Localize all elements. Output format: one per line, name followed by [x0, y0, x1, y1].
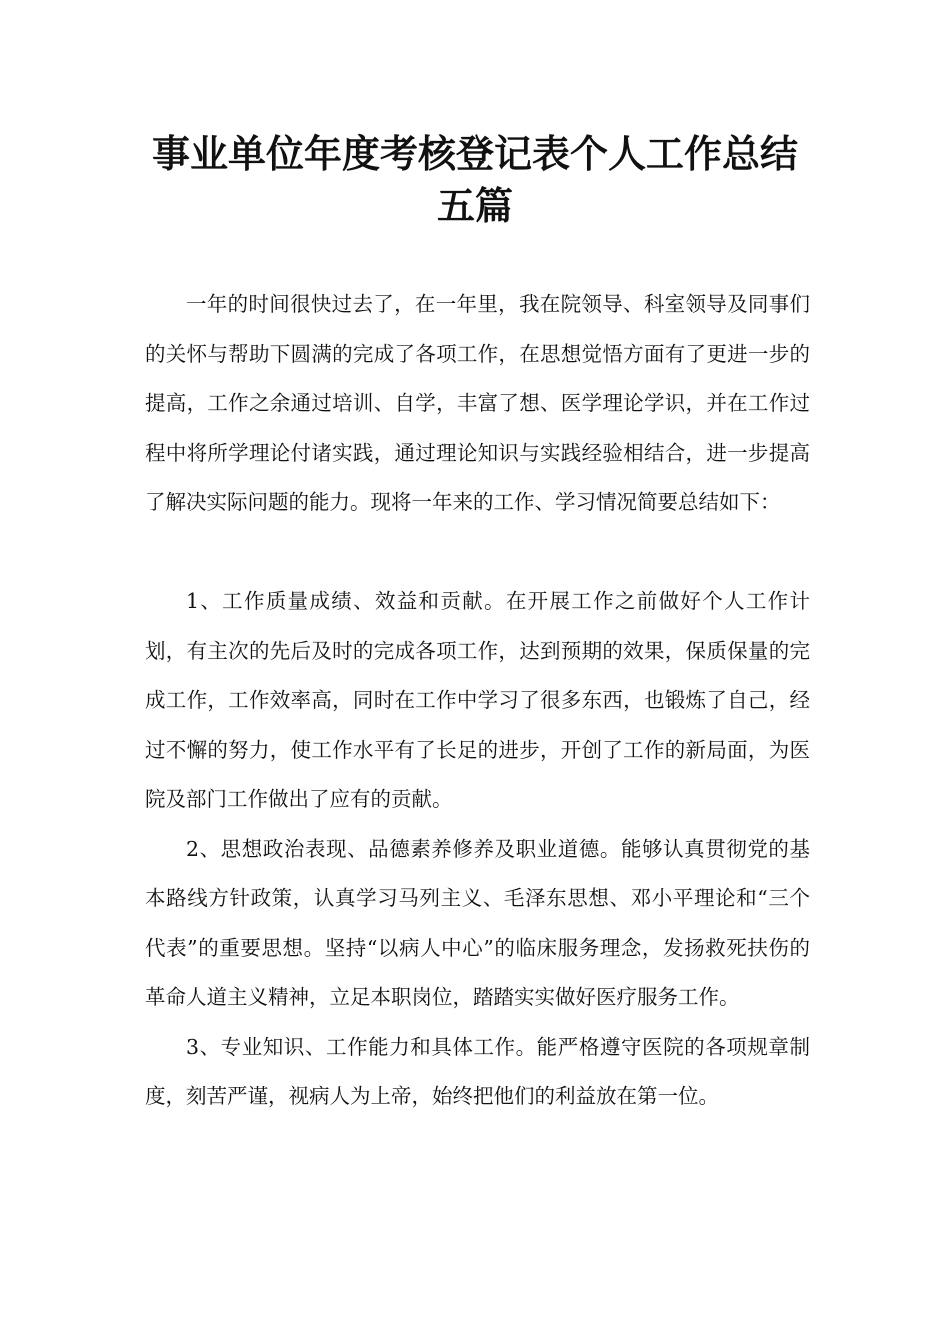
paragraph-spacer	[145, 528, 810, 578]
section-3-paragraph: 3、专业知识、工作能力和具体工作。能严格遵守医院的各项规章制度，刻苦严谨，视病人为上帝，始终把他们的利益放在第一位。	[145, 1034, 810, 1108]
section-1-paragraph: 1、工作质量成绩、效益和贡献。在开展工作之前做好个人工作计划，有主次的先后及时的完成各项工作，达到预期的效果，保质保量的完成工作，工作效率高，同时在工作中学习了很多东西，也锻炼了自己，经过不懈的努力，使工作水平有了长足的进步，开创了工作的新局面，为医院及部门工作做出了应有的贡献。	[145, 589, 810, 811]
document-body	[145, 280, 810, 1122]
section-2-paragraph: 2、思想政治表现、品德素养修养及职业道德。能够认真贯彻党的基本路线方针政策，认真学习马列主义、毛泽东思想、邓小平理论和“三个代表”的重要思想。坚持“以病人中心”的临床服务理念，发扬救死扶伤的革命人道主义精神，立足本职岗位，踏踏实实做好医疗服务工作。	[145, 836, 810, 1009]
document-title-line-1: 事业单位年度考核登记表个人工作总结	[151, 132, 798, 176]
document-title-line-2: 五篇	[436, 184, 513, 228]
intro-paragraph: 一年的时间很快过去了，在一年里，我在院领导、科室领导及同事们的关怀与帮助下圆满的完成了各项工作，在思想觉悟方面有了更进一步的提高，工作之余通过培训、自学，丰富了想、医学理论学识，并在工作过程中将所学理论付诸实践，通过理论知识与实践经验相结合，进一步提高了解决实际问题的能力。现将一年来的工作、学习情况简要总结如下：	[145, 292, 810, 514]
